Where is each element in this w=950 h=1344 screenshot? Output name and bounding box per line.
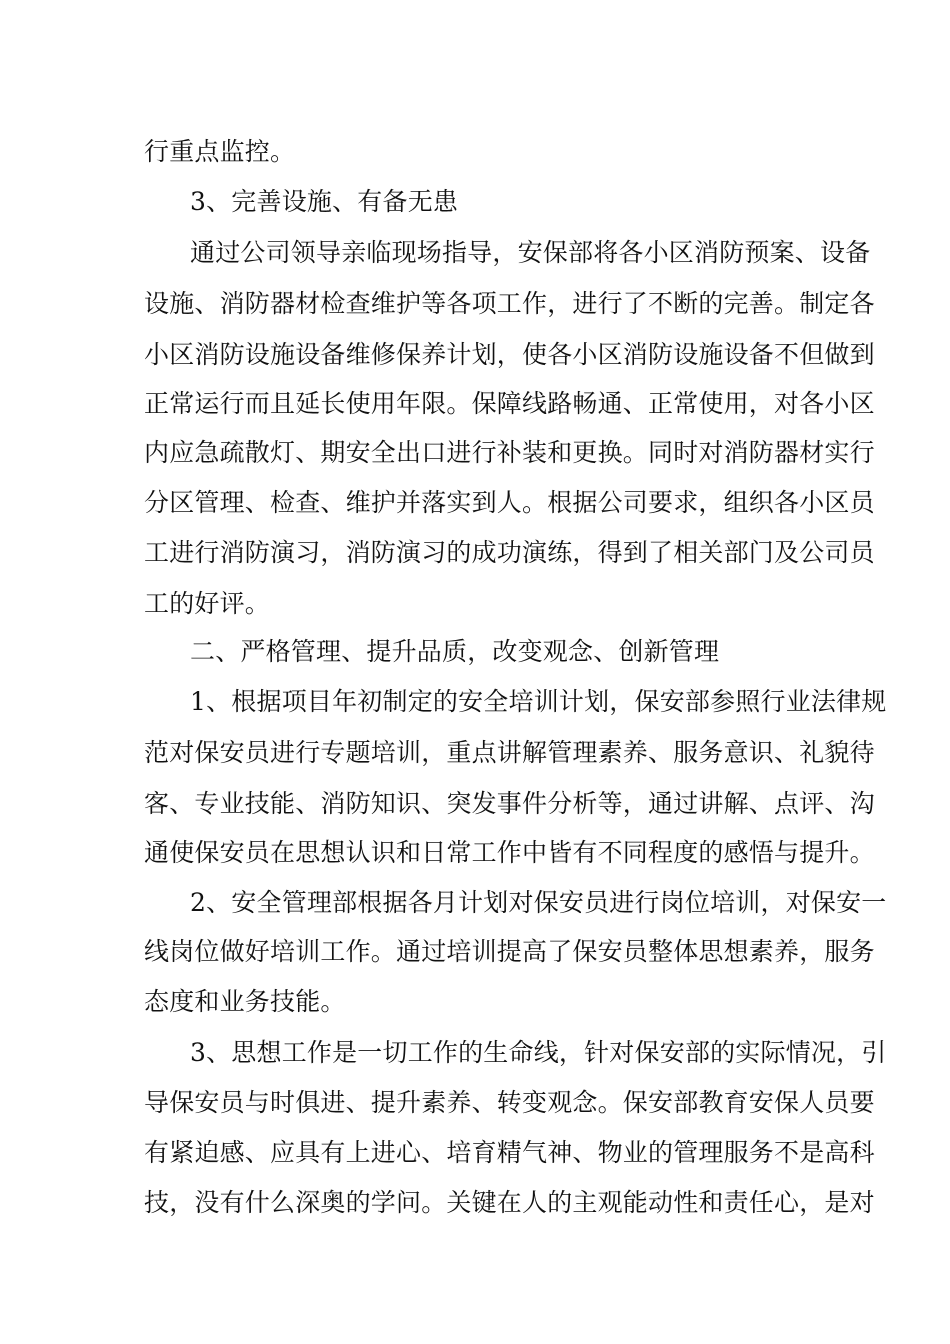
text-line-content: 导保安员与时俱进、提升素养、转变观念。保安部教育安保人员要 <box>144 1088 875 1117</box>
text-line-content: 2、安全管理部根据各月计划对保安员进行岗位培训，对保安一 <box>190 888 887 917</box>
text-line <box>0 185 950 235</box>
text-line-content: 技，没有什么深奥的学问。关键在人的主观能动性和责任心，是对 <box>144 1188 875 1217</box>
text-line-content: 工的好评。 <box>144 589 271 618</box>
text-line <box>0 1186 950 1236</box>
text-line-content: 小区消防设施设备维修保养计划，使各小区消防设施设备不但做到 <box>144 340 875 369</box>
text-line-content: 设施、消防器材检查维护等各项工作，进行了不断的完善。制定各 <box>144 289 875 318</box>
text-line <box>0 436 950 486</box>
text-line-content: 线岗位做好培训工作。通过培训提高了保安员整体思想素养，服务 <box>144 937 875 966</box>
text-line <box>0 886 950 936</box>
text-line <box>0 135 950 185</box>
text-line-content: 分区管理、检查、维护并落实到人。根据公司要求，组织各小区员 <box>144 488 875 517</box>
text-line <box>0 287 950 337</box>
text-line <box>0 935 950 985</box>
text-line-content: 1、根据项目年初制定的安全培训计划，保安部参照行业法律规 <box>190 687 887 716</box>
text-line <box>0 338 950 388</box>
text-line-content: 3、思想工作是一切工作的生命线，针对保安部的实际情况，引 <box>190 1038 887 1067</box>
text-line-content: 行重点监控。 <box>144 137 296 166</box>
text-line <box>0 587 950 637</box>
text-line <box>0 387 950 437</box>
text-line <box>0 486 950 536</box>
text-line <box>0 685 950 735</box>
text-line <box>0 736 950 786</box>
text-line-content: 3、完善设施、有备无患 <box>190 187 459 216</box>
text-line-content: 客、专业技能、消防知识、突发事件分析等，通过讲解、点评、沟 <box>144 789 875 818</box>
text-line <box>0 1136 950 1186</box>
text-line <box>0 787 950 837</box>
text-line <box>0 985 950 1035</box>
text-line <box>0 1086 950 1136</box>
text-line-content: 通使保安员在思想认识和日常工作中皆有不同程度的感悟与提升。 <box>144 838 875 867</box>
text-line-content: 有紧迫感、应具有上进心、培育精气神、物业的管理服务不是高科 <box>144 1138 875 1167</box>
text-line-content: 正常运行而且延长使用年限。保障线路畅通、正常使用，对各小区 <box>144 389 875 418</box>
text-line <box>0 236 950 286</box>
text-line-content: 工进行消防演习，消防演习的成功演练，得到了相关部门及公司员 <box>144 538 875 567</box>
text-line-content: 二、严格管理、提升品质，改变观念、创新管理 <box>190 637 720 666</box>
text-line-content: 内应急疏散灯、期安全出口进行补装和更换。同时对消防器材实行 <box>144 438 875 467</box>
text-line-content: 态度和业务技能。 <box>144 987 346 1016</box>
text-line <box>0 536 950 586</box>
text-line <box>0 836 950 886</box>
text-line <box>0 1036 950 1086</box>
text-line <box>0 635 950 685</box>
text-line-content: 范对保安员进行专题培训，重点讲解管理素养、服务意识、礼貌待 <box>144 738 875 767</box>
text-line-content: 通过公司领导亲临现场指导，安保部将各小区消防预案、设备 <box>190 238 871 267</box>
